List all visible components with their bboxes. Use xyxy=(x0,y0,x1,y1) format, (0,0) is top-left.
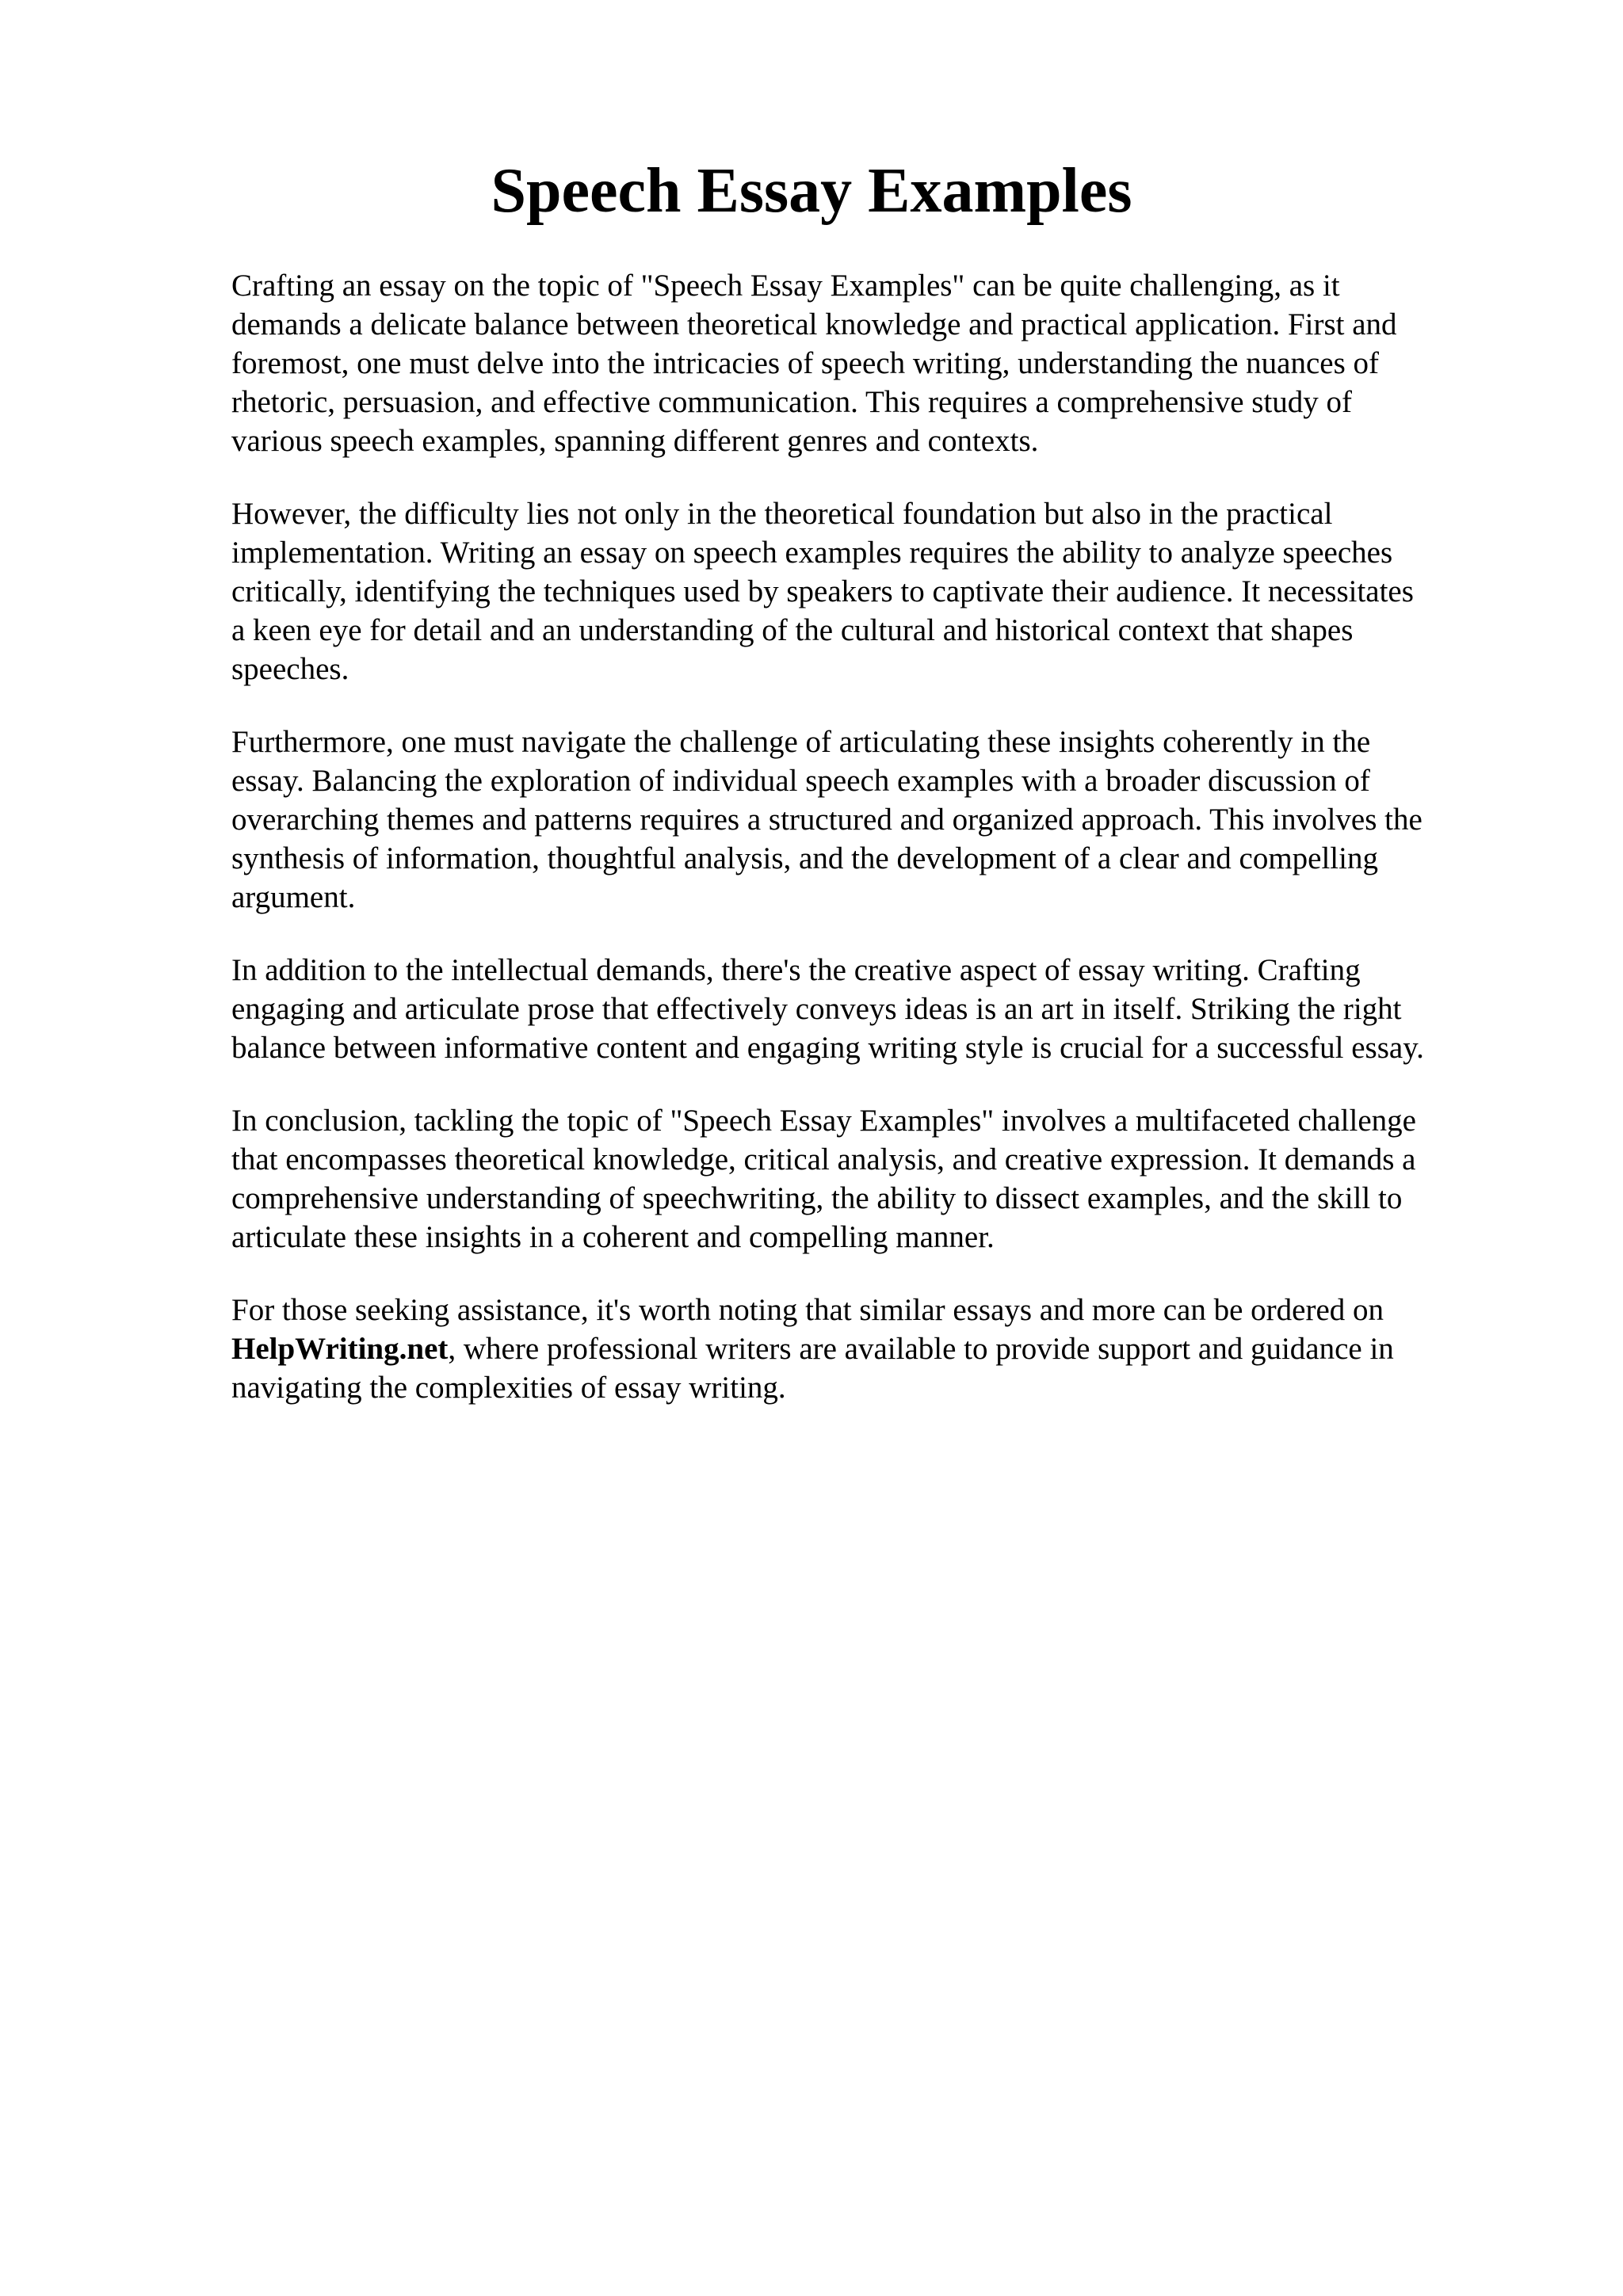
text-line: essay. Balancing the exploration of individual speech examples with a broader discussion of xyxy=(231,764,1370,798)
text-line: In addition to the intellectual demands, there's the creative aspect of essay writing. Crafting xyxy=(231,953,1361,987)
text-line: speeches. xyxy=(231,652,349,686)
text-line: that encompasses theoretical knowledge, critical analysis, and creative expression. It demands a xyxy=(231,1142,1416,1177)
document-title: Speech Essay Examples xyxy=(491,156,1132,226)
closing-paragraph xyxy=(231,1291,1499,1407)
text-line: foremost, one must delve into the intricacies of speech writing, understanding the nuances of xyxy=(231,346,1380,380)
paragraph-4 xyxy=(231,951,1499,1067)
closing-line-rest: , where professional writers are available to provide support and guidance in xyxy=(448,1332,1394,1366)
text-line: a keen eye for detail and an understanding of the cultural and historical context that shapes xyxy=(231,613,1354,647)
text-line: navigating the complexities of essay writing. xyxy=(231,1371,786,1405)
paragraph-1 xyxy=(231,266,1499,460)
text-line: However, the difficulty lies not only in the theoretical foundation but also in the practical xyxy=(231,497,1333,531)
text-line: For those seeking assistance, it's worth noting that similar essays and more can be ordered on xyxy=(231,1293,1384,1327)
paragraph-2 xyxy=(231,494,1499,688)
text-line: Crafting an essay on the topic of "Speech Essay Examples" can be quite challenging, as it xyxy=(231,269,1340,303)
text-line: implementation. Writing an essay on speech examples requires the ability to analyze speeches xyxy=(231,536,1393,570)
text-line: comprehensive understanding of speechwriting, the ability to dissect examples, and the skill to xyxy=(231,1181,1403,1215)
text-line: engaging and articulate prose that effectively conveys ideas is an art in itself. Striking the right xyxy=(231,992,1402,1026)
text-line xyxy=(231,1329,1499,1368)
text-line: argument. xyxy=(231,880,356,914)
text-line: rhetoric, persuasion, and effective communication. This requires a comprehensive study of xyxy=(231,385,1353,419)
text-line: balance between informative content and engaging writing style is crucial for a successful essay. xyxy=(231,1031,1424,1065)
document-body xyxy=(231,266,1499,1441)
text-line: demands a delicate balance between theoretical knowledge and practical application. First and xyxy=(231,307,1397,341)
helpwriting-brand-name: HelpWriting.net xyxy=(231,1332,449,1366)
text-line: various speech examples, spanning different genres and contexts. xyxy=(231,424,1039,458)
paragraph-3 xyxy=(231,723,1499,917)
text-line: articulate these insights in a coherent and compelling manner. xyxy=(231,1220,995,1254)
text-line: Furthermore, one must navigate the challenge of articulating these insights coherently in the xyxy=(231,725,1371,759)
text-line: synthesis of information, thoughtful analysis, and the development of a clear and compelling xyxy=(231,841,1378,875)
text-line: overarching themes and patterns requires a structured and organized approach. This involves the xyxy=(231,803,1423,837)
text-line: In conclusion, tackling the topic of "Speech Essay Examples" involves a multifaceted challenge xyxy=(231,1104,1416,1138)
paragraph-5 xyxy=(231,1101,1499,1257)
text-line: critically, identifying the techniques used by speakers to captivate their audience. It necessitates xyxy=(231,574,1414,608)
